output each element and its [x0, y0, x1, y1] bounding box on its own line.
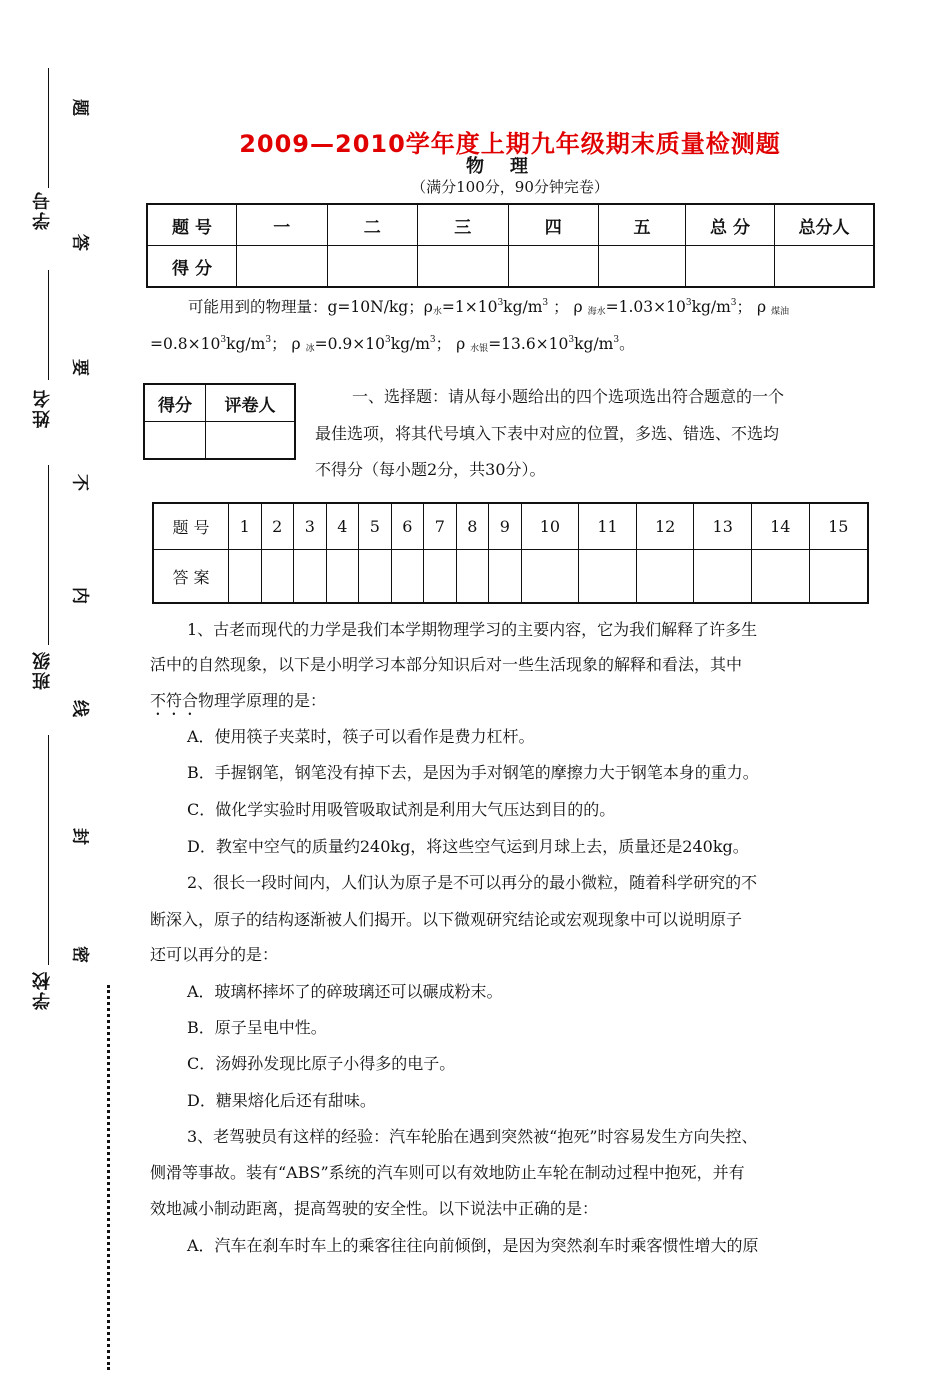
score-table: [146, 203, 875, 288]
answer-table-number-row: [153, 503, 868, 550]
score-header-cell: 题 号: [147, 204, 237, 246]
full-score-note: （满分100分，90分钟完卷）: [411, 178, 609, 196]
q3-line-2: 侧滑等事故。装有“ABS”系统的汽车则可以有效地防止车轮在制动过程中抱死，并有: [150, 1163, 745, 1182]
question-number-cell: 12: [636, 503, 694, 550]
question-number-cell: 1: [229, 503, 262, 550]
q1-option-d: D．教室中空气的质量约240kg，将这些空气运到月球上去，质量还是240kg。: [187, 837, 749, 856]
section1-line-2: 最佳选项，将其代号填入下表中对应的位置，多选、错选、不选均: [315, 424, 780, 443]
score-input-cell[interactable]: [327, 246, 418, 288]
q1-line-3: 不符合物理学原理的是：: [150, 691, 327, 710]
school-line: [48, 735, 49, 965]
score-input-cell[interactable]: [508, 246, 599, 288]
question-number-cell: 10: [521, 503, 579, 550]
q3-line-3: 效地减小制动距离，提高驾驶的安全性。以下说法中正确的是：: [150, 1199, 599, 1218]
seal-dotted-line: [107, 985, 110, 1370]
exam-title: 2009—2010学年度上期九年级期末质量检测题: [239, 130, 781, 158]
seal-char: 要: [69, 359, 90, 376]
answer-cell[interactable]: [359, 550, 392, 604]
q3-option-a: A．汽车在刹车时车上的乘客往往向前倾倒，是因为突然刹车时乘客惯性增大的原: [187, 1236, 759, 1255]
question-number-cell: 5: [359, 503, 392, 550]
q2-option-a: A．玻璃杯摔坏了的碎玻璃还可以碾成粉末。: [187, 982, 503, 1001]
q1-option-a: A．使用筷子夹菜时，筷子可以看作是费力杠杆。: [187, 727, 535, 746]
answer-row-label: 答 案: [153, 550, 229, 604]
score-header-cell: 总 分: [686, 204, 775, 246]
school-label: 学校: [32, 970, 53, 1010]
score-header-cell: 三: [418, 204, 509, 246]
q2-option-d: D．糖果熔化后还有甜味。: [187, 1091, 376, 1110]
q2-line-3: 还可以再分的是：: [150, 945, 279, 964]
name-label: 姓名: [32, 388, 53, 428]
question-number-cell: 6: [391, 503, 424, 550]
answer-cell[interactable]: [636, 550, 694, 604]
answer-cell[interactable]: [579, 550, 637, 604]
score-header-cell: 总分人: [775, 204, 875, 246]
seal-char: 题: [69, 99, 90, 116]
name-line: [48, 270, 49, 380]
answer-cell[interactable]: [424, 550, 457, 604]
q1-line-2: 活中的自然现象，以下是小明学习本部分知识后对一些生活现象的解释和看法，其中: [150, 655, 743, 674]
score-input-cell[interactable]: [599, 246, 686, 288]
answer-table: [152, 502, 869, 604]
q1-emphasis: 不符合: [150, 691, 199, 710]
question-number-cell: 8: [456, 503, 489, 550]
answer-cell[interactable]: [521, 550, 579, 604]
question-number-cell: 14: [752, 503, 810, 550]
question-number-cell: 9: [489, 503, 522, 550]
question-number-cell: 7: [424, 503, 457, 550]
seal-char: 线: [69, 700, 90, 717]
score-table-score-row: [147, 246, 874, 288]
question-number-cell: 2: [261, 503, 294, 550]
student-id-label: 学号: [32, 190, 53, 230]
q2-line-1: 2、很长一段时间内，人们认为原子是不可以再分的最小微粒，随着科学研究的不: [187, 873, 758, 892]
q1-option-b: B．手握钢笔，钢笔没有掉下去，是因为手对钢笔的摩擦力大于钢笔本身的重力。: [187, 763, 759, 782]
q2-option-c: C．汤姆孙发现比原子小得多的电子。: [187, 1054, 456, 1073]
q1-option-c: C．做化学实验时用吸管吸取试剂是利用大气压达到目的的。: [187, 800, 616, 819]
grader-table: [143, 383, 296, 460]
answer-cell[interactable]: [809, 550, 868, 604]
answer-cell[interactable]: [694, 550, 752, 604]
score-input-cell[interactable]: [418, 246, 509, 288]
grader-name-cell[interactable]: [206, 422, 295, 460]
score-row-label: 得 分: [147, 246, 237, 288]
question-number-cell: 15: [809, 503, 868, 550]
answer-cell[interactable]: [752, 550, 810, 604]
answer-table-answer-row: [153, 550, 868, 604]
answer-cell[interactable]: [261, 550, 294, 604]
score-header-cell: 一: [237, 204, 328, 246]
q2-line-2: 断深入，原子的结构逐渐被人们揭开。以下微观研究结论或宏观现象中可以说明原子: [150, 910, 743, 929]
score-header-cell: 二: [327, 204, 418, 246]
score-input-cell[interactable]: [686, 246, 775, 288]
section1-line-3: 不得分（每小题2分，共30分）。: [315, 460, 546, 479]
answer-cell[interactable]: [489, 550, 522, 604]
question-number-cell: 11: [579, 503, 637, 550]
grader-name-label: 评卷人: [206, 384, 295, 422]
answer-table-header-label: 题 号: [153, 503, 229, 550]
score-input-cell[interactable]: [237, 246, 328, 288]
answer-cell[interactable]: [326, 550, 359, 604]
score-table-header-row: [147, 204, 874, 246]
section1-line-1: 一、选择题：请从每小题给出的四个选项选出符合题意的一个: [352, 387, 785, 406]
class-label: 班级: [32, 650, 53, 690]
constants-line-1: 可能用到的物理量：g=10N/kg；$\rho_水=1\times 10^3kg/m^3$ ； ρ $_{海水}=1.03\times 10^3kg/m^3$； ρ $_{煤油}$: [188, 298, 790, 317]
class-line: [48, 465, 49, 645]
constants-line-2: $=0.8\times 10^3kg/m^3$； ρ $_冰=0.9\times 10^3kg/m^3$； ρ $_{水银}=13.6\times 10^3kg/m^3$。: [150, 335, 635, 354]
subject-title: 物理: [466, 156, 554, 177]
seal-char: 内: [69, 587, 90, 604]
score-header-cell: 四: [508, 204, 599, 246]
answer-cell[interactable]: [229, 550, 262, 604]
answer-cell[interactable]: [456, 550, 489, 604]
question-number-cell: 3: [294, 503, 327, 550]
question-number-cell: 13: [694, 503, 752, 550]
question-number-cell: 4: [326, 503, 359, 550]
q2-option-b: B．原子呈电中性。: [187, 1018, 327, 1037]
seal-char: 答: [69, 234, 90, 251]
grader-score-label: 得分: [144, 384, 206, 422]
score-header-cell: 五: [599, 204, 686, 246]
q3-line-1: 3、老驾驶员有这样的经验：汽车轮胎在遇到突然被“抱死”时容易发生方向失控、: [187, 1127, 758, 1146]
seal-char: 封: [69, 828, 90, 845]
score-input-cell[interactable]: [775, 246, 875, 288]
answer-cell[interactable]: [294, 550, 327, 604]
grader-score-cell[interactable]: [144, 422, 206, 460]
seal-char: 不: [69, 474, 90, 491]
answer-cell[interactable]: [391, 550, 424, 604]
seal-char: 密: [69, 946, 90, 963]
q1-line-1: 1、古老而现代的力学是我们本学期物理学习的主要内容，它为我们解释了许多生: [187, 620, 758, 639]
